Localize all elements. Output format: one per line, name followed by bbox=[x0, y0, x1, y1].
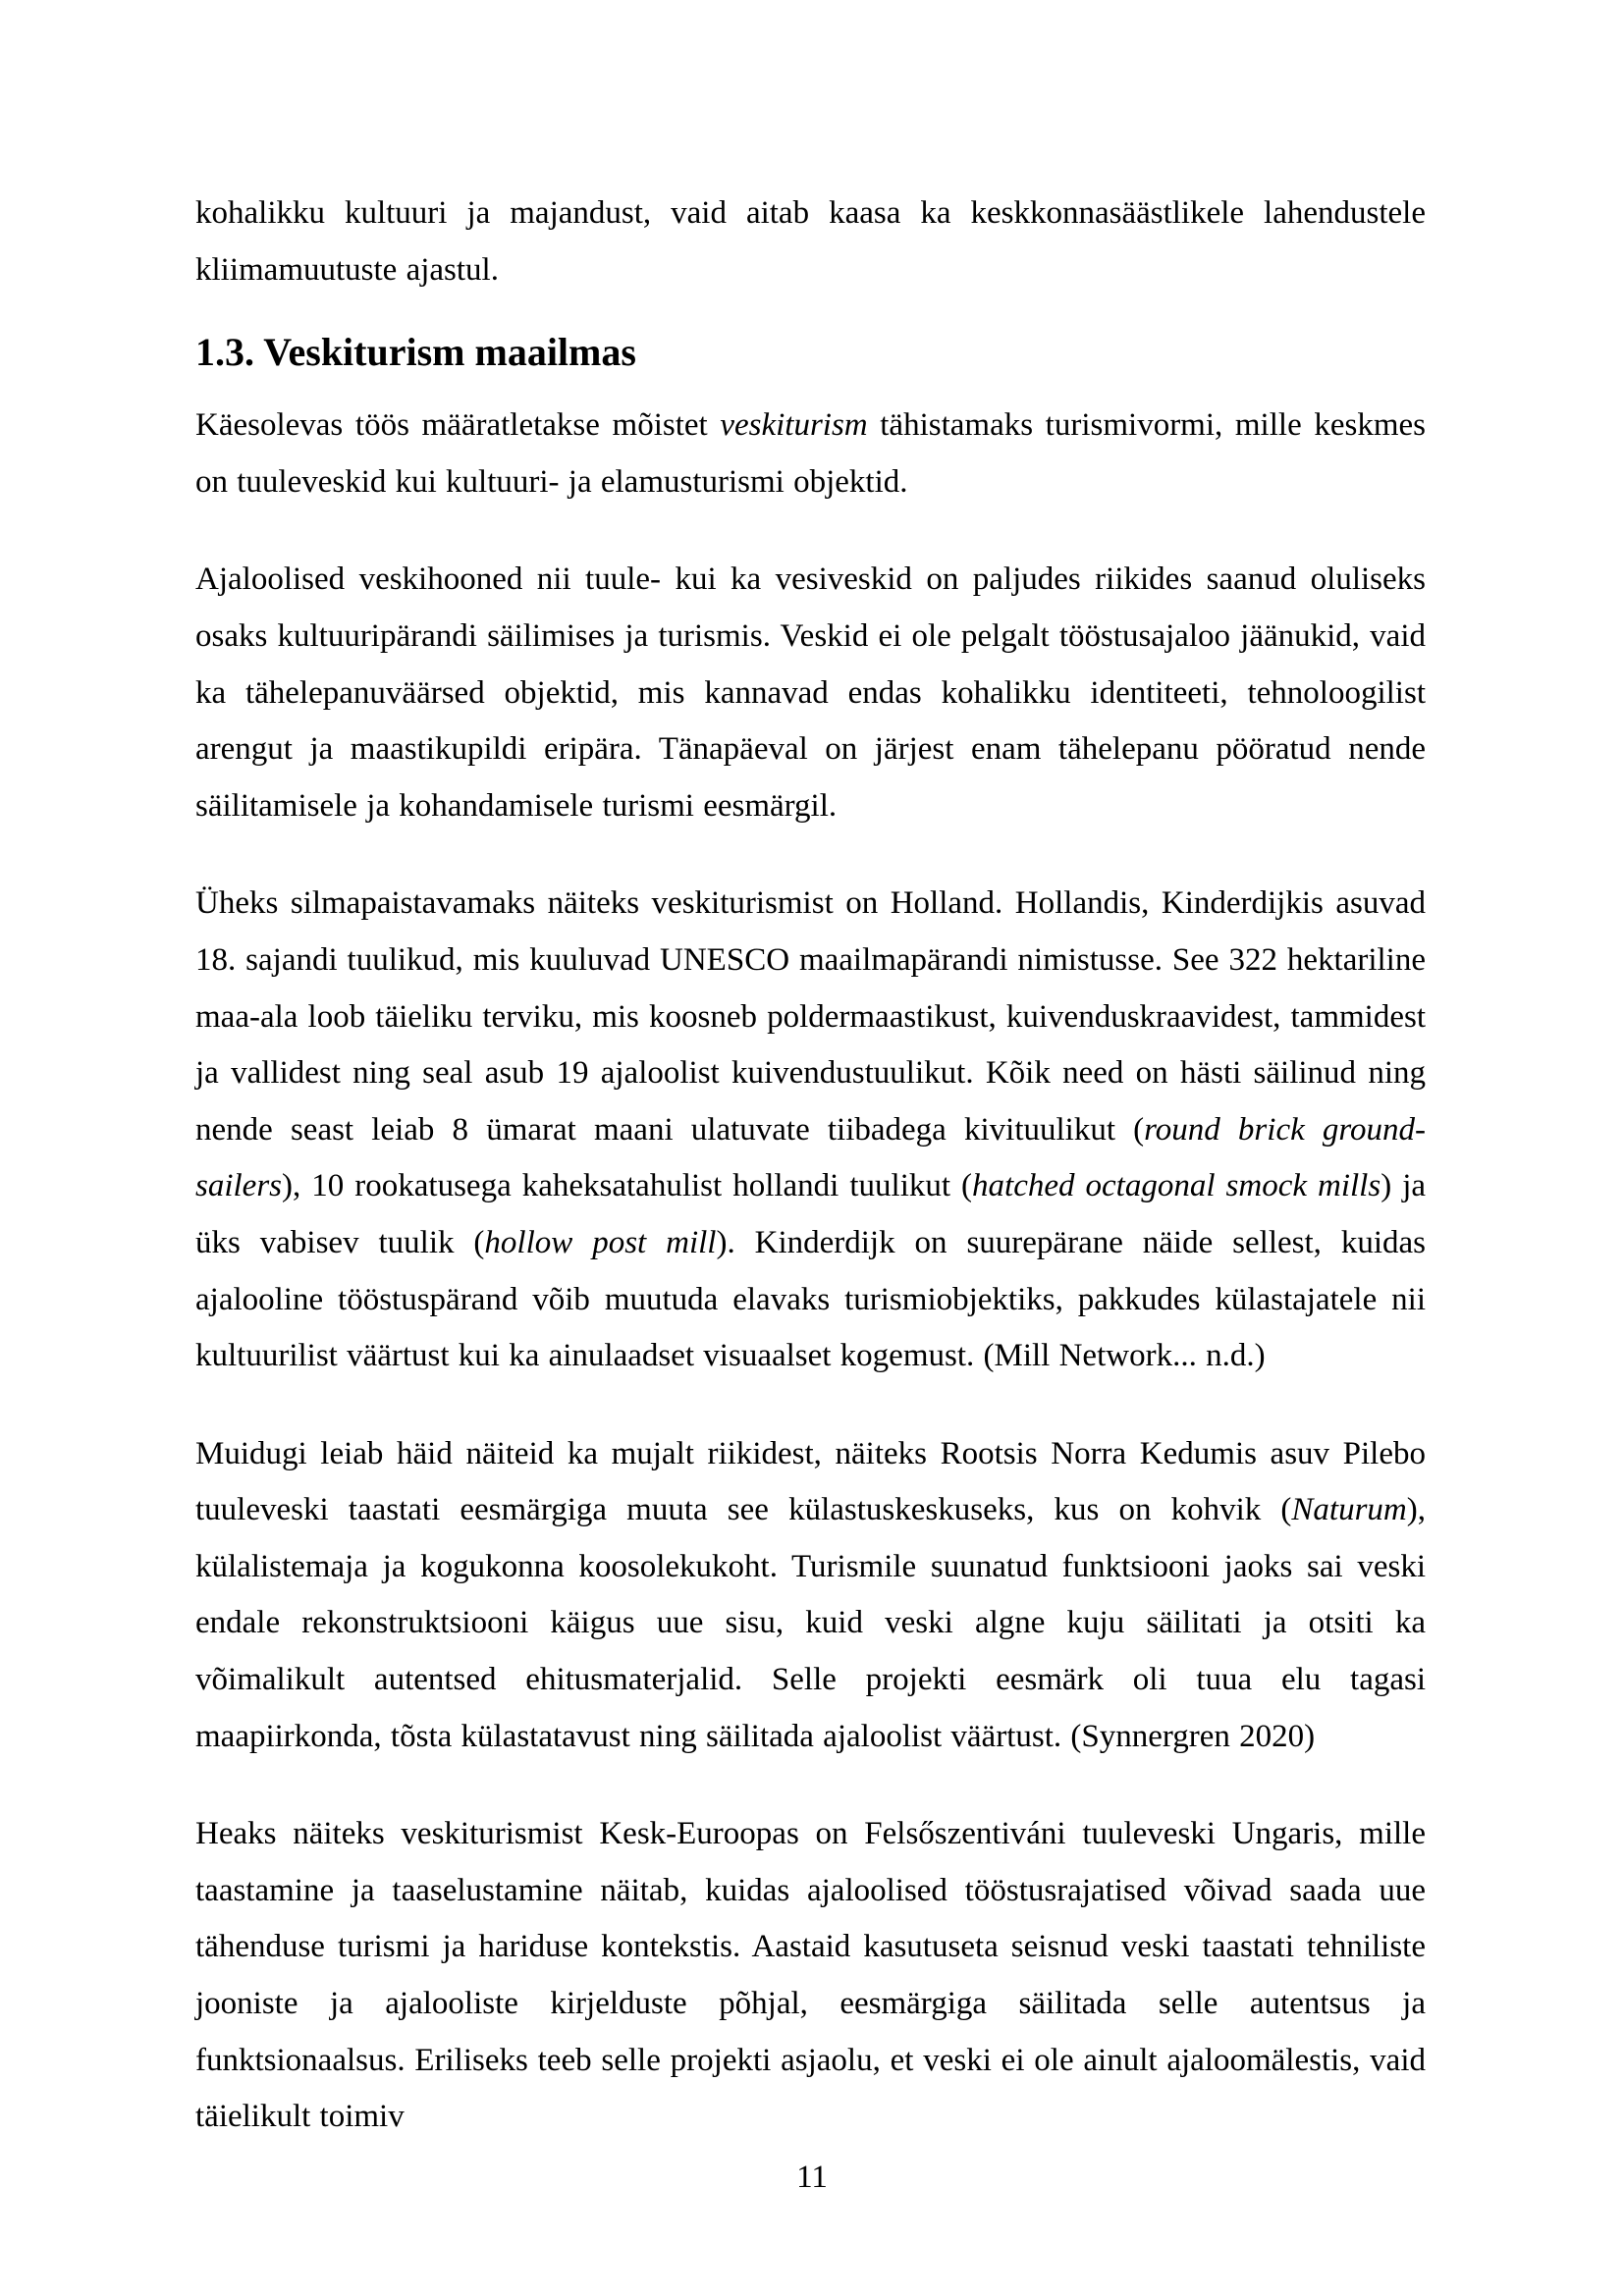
paragraph-hungary-felsoszentivan: Heaks näiteks veskiturismist Kesk-Euroopas on Felsőszentiváni tuuleveski Ungaris, mille taastamine ja taaselustamine näitab, kuidas ajaloolised tööstusrajatised võivad saada uue tähenduse turismi ja hariduse kontekstis. Aastaid kasutuseta seisnud veski taastati tehniliste jooniste ja ajalooliste kirjelduste põhjal, eesmärgiga säilitada selle autentsus ja funktsionaalsus. Eriliseks teeb selle projekti asjaolu, et veski ei ole ainult ajaloomälestis, vaid täielikult toimiv bbox=[195, 1816, 1426, 2135]
page-content bbox=[195, 186, 1426, 2187]
paragraph-veskiturism-definition: Käesolevas töös määratletakse mõistet veskiturism tähistamaks turismivormi, mille keskmes on tuuleveskid kui kultuuri- ja elamusturismi objektid. bbox=[195, 407, 1426, 500]
paragraph-continuation: kohalikku kultuuri ja majandust, vaid aitab kaasa ka keskkonnasäästlikele lahendustele kliimamuutuste ajastul. bbox=[195, 195, 1426, 288]
paragraph-sweden-pilebo: Muidugi leiab häid näiteid ka mujalt riikidest, näiteks Rootsis Norra Kedumis asuv Pilebo tuuleveski taastati eesmärgiga muuta see külastuskeskuseks, kus on kohvik (Naturum), külalistemaja ja kogukonna koosolekukoht. Turismile suunatud funktsiooni jaoks sai veski endale rekonstruktsiooni käigus uue sisu, kuid veski algne kuju säilitati ja otsiti ka võimalikult autentsed ehitusmaterjalid. Selle projekti eesmärk oli tuua elu tagasi maapiirkonda, tõsta külastatavust ning säilitada ajaloolist väärtust. (Synnergren 2020) bbox=[195, 1435, 1426, 1754]
section-heading: 1.3. Veskiturism maailmas bbox=[195, 330, 636, 375]
page-number: 11 bbox=[796, 2160, 828, 2195]
paragraph-historic-mills: Ajaloolised veskihooned nii tuule- kui ka vesiveskid on paljudes riikides saanud oluliseks osaks kultuuripärandi säilimises ja turismis. Veskid ei ole pelgalt tööstusajaloo jäänukid, vaid ka tähelepanuväärsed objektid, mis kannavad endas kohalikku identiteeti, tehnoloogilist arengut ja maastikupildi eripära. Tänapäeval on järjest enam tähelepanu pööratud nende säilitamisele ja kohandamisele turismi eesmärgil. bbox=[195, 561, 1426, 824]
paragraph-holland-kinderdijk: Üheks silmapaistavamaks näiteks veskiturismist on Holland. Hollandis, Kinderdijkis asuvad 18. sajandi tuulikud, mis kuuluvad UNESCO maailmapärandi nimistusse. See 322 hektariline maa-ala loob täieliku terviku, mis koosneb poldermaastikust, kuivenduskraavidest, tammidest ja vallidest ning seal asub 19 ajaloolist kuivendustuulikut. Kõik need on hästi säilinud ning nende seast leiab 8 ümarat maani ulatuvate tiibadega kivituulikut (round brick ground-sailers), 10 rookatusega kaheksatahulist hollandi tuulikut (hatched octagonal smock mills) ja üks vabisev tuulik (hollow post mill). Kinderdijk on suurepärane näide sellest, kuidas ajalooline tööstuspärand võib muutuda elavaks turismiobjektiks, pakkudes külastajatele nii kultuurilist väärtust kui ka ainulaadset visuaalset kogemust. (Mill Network... n.d.) bbox=[195, 885, 1427, 1374]
